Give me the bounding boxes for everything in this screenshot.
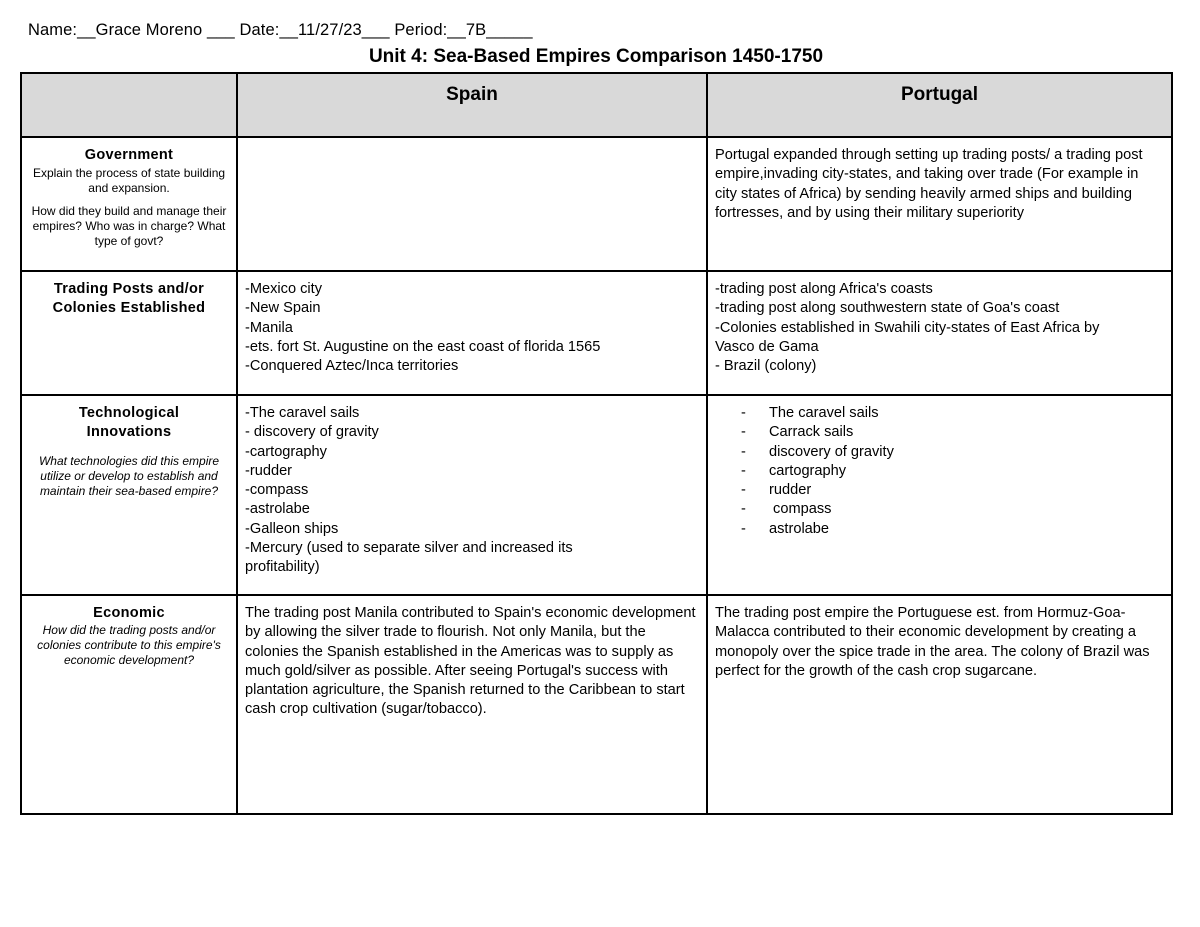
list-item: -The caravel sails bbox=[245, 405, 360, 421]
list-item: -Mercury (used to separate silver and increased its bbox=[245, 540, 573, 557]
list-item: -New Spain bbox=[245, 300, 321, 317]
cell-spain-technology[interactable] bbox=[237, 395, 707, 595]
list-item: - astrolabe bbox=[741, 520, 830, 537]
cell-portugal-trading-posts[interactable] bbox=[707, 271, 1172, 395]
row-label-economic bbox=[21, 595, 237, 814]
row-title: Trading Posts and/or Colonies Established bbox=[52, 281, 206, 316]
table-row-economic bbox=[21, 595, 1172, 814]
comparison-table bbox=[20, 72, 1173, 815]
header-cell-spain bbox=[237, 73, 707, 137]
cell-spain-government[interactable] bbox=[237, 137, 707, 271]
list-item: -compass bbox=[245, 482, 309, 499]
list-item: -Colonies established in Swahili city-states of East Africa by bbox=[715, 319, 1100, 336]
list-item: Vasco de Gama bbox=[715, 338, 819, 355]
list-item: -cartography bbox=[245, 443, 327, 460]
list-item: -ets. fort St. Augustine on the east coast of florida 1565 bbox=[245, 338, 601, 355]
row-prompt-question: What technologies did this empire utilize or develop to establish and maintain their sea-based empire? bbox=[38, 454, 220, 498]
list-item: -rudder bbox=[245, 462, 293, 479]
list-item: - The caravel sails bbox=[741, 405, 879, 421]
list-item: -Manila bbox=[245, 319, 293, 336]
document-title-text: Unit 4: Sea-Based Empires Comparison 1450-1750 bbox=[368, 46, 824, 67]
cell-spain-economic[interactable] bbox=[237, 595, 707, 814]
row-label-government bbox=[21, 137, 237, 271]
list-item: - Carrack sails bbox=[741, 424, 854, 441]
list-item: - cartography bbox=[741, 462, 847, 479]
list-item: -Mexico city bbox=[245, 281, 323, 297]
table-row-technology bbox=[21, 395, 1172, 595]
row-prompt-question: How did they build and manage their empires? Who was in charge? What type of govt? bbox=[31, 204, 227, 248]
cell-text: The trading post Manila contributed to Spain's economic development by allowing the silver trade to flourish. Not only Manila, but the colonies the Spanish established in the Americas was to supply as much gold/silver as possible. After seeing Portugal's success with plantation agriculture, the Spanish returned to the Caribbean to start cash crop cultivation (sugar/tobacco). bbox=[245, 605, 696, 718]
header-cell-portugal bbox=[707, 73, 1172, 137]
table-row-trading-posts bbox=[21, 271, 1172, 395]
column-title-spain: Spain bbox=[446, 84, 498, 105]
document-title bbox=[0, 46, 1200, 68]
list-item: -Conquered Aztec/Inca territories bbox=[245, 358, 459, 375]
bulleted-list bbox=[715, 404, 1164, 539]
column-title-portugal: Portugal bbox=[900, 84, 979, 105]
list-item: profitability) bbox=[245, 559, 320, 576]
row-title: Economic bbox=[93, 605, 165, 621]
cell-portugal-government[interactable] bbox=[707, 137, 1172, 271]
list-item: - discovery of gravity bbox=[245, 424, 379, 441]
table-header-row bbox=[21, 73, 1172, 137]
list-item: -trading post along southwestern state of Goa's coast bbox=[715, 300, 1060, 317]
list-item: - rudder bbox=[741, 482, 812, 499]
row-prompt: Explain the process of state building and expansion. bbox=[32, 166, 226, 195]
table-row-government bbox=[21, 137, 1172, 271]
cell-text: The trading post empire the Portuguese est. from Hormuz-Goa-Malacca contributed to their economic development by creating a monopoly over the spice trade in the area. The colony of Brazil was perfect for the growth of the cash crop sugarcane. bbox=[715, 605, 1150, 679]
student-info-line: Name:__Grace Moreno ___ Date:__11/27/23___ Period:__7B_____ bbox=[28, 21, 533, 39]
cell-spain-trading-posts[interactable] bbox=[237, 271, 707, 395]
cell-portugal-economic[interactable] bbox=[707, 595, 1172, 814]
list-item: -trading post along Africa's coasts bbox=[715, 281, 933, 297]
row-title: Government bbox=[84, 147, 174, 163]
row-label-technology bbox=[21, 395, 237, 595]
list-item: -astrolabe bbox=[245, 501, 310, 518]
cell-text: Portugal expanded through setting up trading posts/ a trading post empire,invading city-states, and taking over trade (For example in city states of Africa) by sending heavily armed ships and building fortresses, and by using their military superiority bbox=[715, 147, 1143, 221]
cell-portugal-technology[interactable] bbox=[707, 395, 1172, 595]
list-item: - discovery of gravity bbox=[741, 443, 894, 460]
row-label-trading-posts bbox=[21, 271, 237, 395]
row-prompt-question: How did the trading posts and/or colonies contribute to this empire's economic development? bbox=[37, 623, 221, 667]
header-cell-blank bbox=[21, 73, 237, 137]
list-item: -Galleon ships bbox=[245, 520, 339, 537]
list-item: - compass bbox=[741, 501, 832, 518]
row-title: Technological Innovations bbox=[78, 405, 180, 440]
list-item: - Brazil (colony) bbox=[715, 358, 817, 375]
